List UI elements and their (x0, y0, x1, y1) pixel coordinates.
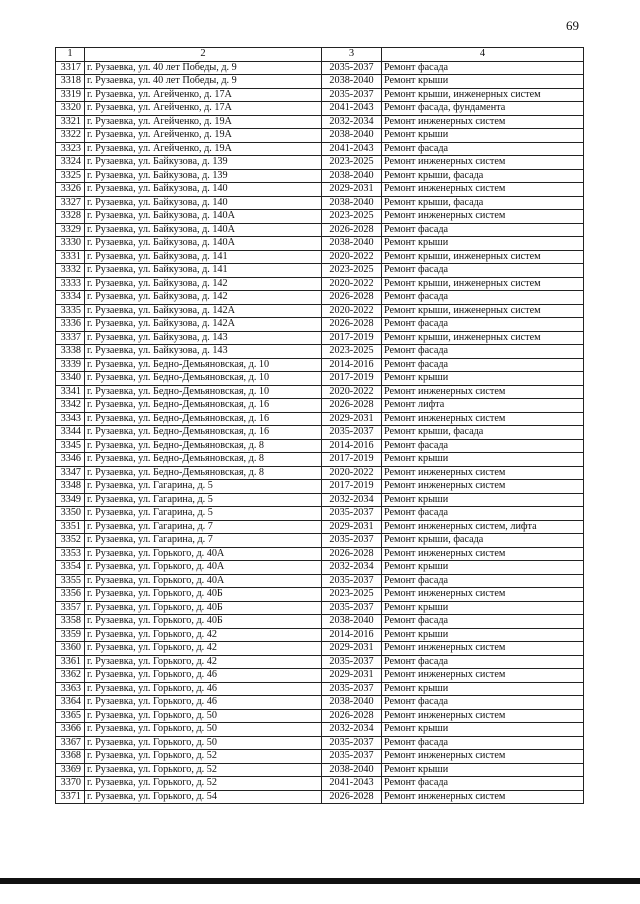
table-row (56, 75, 584, 89)
cell-repair-period: 2029-2031 (322, 669, 382, 683)
cell-work-type: Ремонт крыши, инженерных систем (382, 250, 584, 264)
table-row (56, 264, 584, 278)
cell-address: г. Рузаевка, ул. Агейченко, д. 17А (85, 102, 322, 116)
cell-row-number: 3346 (56, 453, 85, 467)
cell-repair-period: 2032-2034 (322, 561, 382, 575)
cell-row-number: 3332 (56, 264, 85, 278)
cell-work-type: Ремонт фасада (382, 345, 584, 359)
cell-work-type: Ремонт инженерных систем (382, 412, 584, 426)
cell-repair-period: 2017-2019 (322, 372, 382, 386)
cell-work-type: Ремонт инженерных систем (382, 588, 584, 602)
cell-address: г. Рузаевка, ул. Горького, д. 50 (85, 723, 322, 737)
cell-address: г. Рузаевка, ул. Горького, д. 50 (85, 736, 322, 750)
cell-repair-period: 2035-2037 (322, 682, 382, 696)
table-row (56, 588, 584, 602)
cell-work-type: Ремонт фасада (382, 358, 584, 372)
table-row (56, 115, 584, 129)
cell-address: г. Рузаевка, ул. Байкузова, д. 143 (85, 331, 322, 345)
cell-work-type: Ремонт инженерных систем (382, 183, 584, 197)
cell-repair-period: 2029-2031 (322, 642, 382, 656)
cell-repair-period: 2026-2028 (322, 223, 382, 237)
cell-row-number: 3327 (56, 196, 85, 210)
cell-address: г. Рузаевка, ул. Горького, д. 40Б (85, 615, 322, 629)
cell-address: г. Рузаевка, ул. Бедно-Демьяновская, д. 8 (85, 466, 322, 480)
table-row (56, 669, 584, 683)
cell-address: г. Рузаевка, ул. Горького, д. 52 (85, 750, 322, 764)
cell-address: г. Рузаевка, ул. Горького, д. 50 (85, 709, 322, 723)
cell-row-number: 3347 (56, 466, 85, 480)
table-row (56, 142, 584, 156)
table-row (56, 723, 584, 737)
cell-row-number: 3371 (56, 790, 85, 804)
cell-repair-period: 2035-2037 (322, 750, 382, 764)
cell-row-number: 3330 (56, 237, 85, 251)
cell-address: г. Рузаевка, ул. Агейченко, д. 17А (85, 88, 322, 102)
cell-row-number: 3324 (56, 156, 85, 170)
cell-address: г. Рузаевка, ул. Горького, д. 46 (85, 682, 322, 696)
cell-address: г. Рузаевка, ул. Гагарина, д. 7 (85, 520, 322, 534)
cell-work-type: Ремонт инженерных систем (382, 642, 584, 656)
table-row (56, 655, 584, 669)
cell-row-number: 3338 (56, 345, 85, 359)
cell-repair-period: 2017-2019 (322, 331, 382, 345)
table-row (56, 777, 584, 791)
cell-address: г. Рузаевка, ул. 40 лет Победы, д. 9 (85, 61, 322, 75)
table-row (56, 520, 584, 534)
cell-work-type: Ремонт крыши (382, 601, 584, 615)
table-row (56, 763, 584, 777)
cell-row-number: 3336 (56, 318, 85, 332)
cell-address: г. Рузаевка, ул. Байкузова, д. 140А (85, 237, 322, 251)
cell-repair-period: 2032-2034 (322, 723, 382, 737)
cell-row-number: 3354 (56, 561, 85, 575)
cell-repair-period: 2035-2037 (322, 574, 382, 588)
cell-address: г. Рузаевка, ул. Горького, д. 46 (85, 696, 322, 710)
cell-address: г. Рузаевка, ул. Горького, д. 46 (85, 669, 322, 683)
table-row (56, 399, 584, 413)
cell-work-type: Ремонт фасада (382, 615, 584, 629)
cell-work-type: Ремонт фасада (382, 61, 584, 75)
cell-address: г. Рузаевка, ул. Байкузова, д. 140А (85, 223, 322, 237)
cell-address: г. Рузаевка, ул. 40 лет Победы, д. 9 (85, 75, 322, 89)
cell-work-type: Ремонт фасада (382, 264, 584, 278)
cell-repair-period: 2023-2025 (322, 345, 382, 359)
cell-repair-period: 2029-2031 (322, 412, 382, 426)
cell-address: г. Рузаевка, ул. Горького, д. 54 (85, 790, 322, 804)
cell-row-number: 3366 (56, 723, 85, 737)
cell-work-type: Ремонт крыши (382, 493, 584, 507)
table-row (56, 331, 584, 345)
table-row (56, 534, 584, 548)
table-row (56, 601, 584, 615)
table-row (56, 372, 584, 386)
cell-work-type: Ремонт крыши (382, 723, 584, 737)
column-header-work-type: 4 (382, 48, 584, 62)
cell-work-type: Ремонт фасада (382, 736, 584, 750)
table-row (56, 345, 584, 359)
table-row (56, 642, 584, 656)
cell-work-type: Ремонт фасада (382, 142, 584, 156)
table-row (56, 358, 584, 372)
cell-address: г. Рузаевка, ул. Бедно-Демьяновская, д. 8 (85, 439, 322, 453)
cell-repair-period: 2026-2028 (322, 547, 382, 561)
table-row (56, 615, 584, 629)
cell-repair-period: 2035-2037 (322, 61, 382, 75)
table-row (56, 736, 584, 750)
cell-address: г. Рузаевка, ул. Горького, д. 42 (85, 628, 322, 642)
cell-repair-period: 2017-2019 (322, 453, 382, 467)
cell-repair-period: 2029-2031 (322, 183, 382, 197)
cell-work-type: Ремонт крыши (382, 129, 584, 143)
scan-edge-bar (0, 878, 640, 884)
table-row (56, 183, 584, 197)
cell-repair-period: 2041-2043 (322, 102, 382, 116)
cell-row-number: 3345 (56, 439, 85, 453)
table-row (56, 493, 584, 507)
cell-address: г. Рузаевка, ул. Агейченко, д. 19А (85, 142, 322, 156)
table-body (56, 61, 584, 804)
cell-repair-period: 2026-2028 (322, 291, 382, 305)
cell-work-type: Ремонт фасада (382, 655, 584, 669)
cell-row-number: 3317 (56, 61, 85, 75)
cell-work-type: Ремонт крыши (382, 628, 584, 642)
table-row (56, 439, 584, 453)
table-row (56, 466, 584, 480)
cell-row-number: 3367 (56, 736, 85, 750)
cell-work-type: Ремонт крыши, фасада (382, 169, 584, 183)
cell-row-number: 3350 (56, 507, 85, 521)
table-row (56, 547, 584, 561)
cell-repair-period: 2017-2019 (322, 480, 382, 494)
cell-work-type: Ремонт крыши (382, 763, 584, 777)
table-row (56, 223, 584, 237)
cell-work-type: Ремонт инженерных систем (382, 156, 584, 170)
cell-address: г. Рузаевка, ул. Байкузова, д. 139 (85, 169, 322, 183)
cell-address: г. Рузаевка, ул. Байкузова, д. 142 (85, 277, 322, 291)
cell-address: г. Рузаевка, ул. Горького, д. 40Б (85, 588, 322, 602)
cell-work-type: Ремонт крыши (382, 453, 584, 467)
cell-row-number: 3333 (56, 277, 85, 291)
cell-work-type: Ремонт фасада (382, 223, 584, 237)
cell-work-type: Ремонт крыши, фасада (382, 426, 584, 440)
cell-repair-period: 2020-2022 (322, 466, 382, 480)
table-row (56, 304, 584, 318)
cell-work-type: Ремонт инженерных систем (382, 709, 584, 723)
cell-repair-period: 2041-2043 (322, 142, 382, 156)
cell-row-number: 3357 (56, 601, 85, 615)
cell-address: г. Рузаевка, ул. Агейченко, д. 19А (85, 129, 322, 143)
cell-repair-period: 2023-2025 (322, 210, 382, 224)
cell-work-type: Ремонт крыши (382, 561, 584, 575)
cell-work-type: Ремонт фасада, фундамента (382, 102, 584, 116)
table-row (56, 453, 584, 467)
cell-repair-period: 2026-2028 (322, 709, 382, 723)
column-header-number: 1 (56, 48, 85, 62)
cell-row-number: 3348 (56, 480, 85, 494)
cell-address: г. Рузаевка, ул. Горького, д. 40А (85, 561, 322, 575)
table-row (56, 169, 584, 183)
table-row (56, 480, 584, 494)
cell-work-type: Ремонт фасада (382, 777, 584, 791)
cell-repair-period: 2038-2040 (322, 696, 382, 710)
cell-repair-period: 2038-2040 (322, 169, 382, 183)
cell-row-number: 3318 (56, 75, 85, 89)
cell-repair-period: 2020-2022 (322, 304, 382, 318)
cell-row-number: 3369 (56, 763, 85, 777)
cell-row-number: 3364 (56, 696, 85, 710)
column-header-address: 2 (85, 48, 322, 62)
table-row (56, 277, 584, 291)
cell-repair-period: 2035-2037 (322, 426, 382, 440)
cell-address: г. Рузаевка, ул. Байкузова, д. 140 (85, 183, 322, 197)
cell-work-type: Ремонт фасада (382, 439, 584, 453)
cell-work-type: Ремонт инженерных систем (382, 547, 584, 561)
table-row (56, 291, 584, 305)
cell-address: г. Рузаевка, ул. Бедно-Демьяновская, д. 10 (85, 385, 322, 399)
table-header (56, 48, 584, 62)
cell-repair-period: 2020-2022 (322, 385, 382, 399)
cell-row-number: 3337 (56, 331, 85, 345)
cell-address: г. Рузаевка, ул. Байкузова, д. 142 (85, 291, 322, 305)
table-row (56, 682, 584, 696)
cell-row-number: 3342 (56, 399, 85, 413)
cell-row-number: 3344 (56, 426, 85, 440)
table-row (56, 385, 584, 399)
cell-work-type: Ремонт инженерных систем (382, 466, 584, 480)
cell-address: г. Рузаевка, ул. Бедно-Демьяновская, д. 8 (85, 453, 322, 467)
cell-work-type: Ремонт фасада (382, 291, 584, 305)
repair-schedule-table (55, 47, 584, 804)
cell-repair-period: 2035-2037 (322, 534, 382, 548)
cell-row-number: 3320 (56, 102, 85, 116)
cell-work-type: Ремонт крыши (382, 372, 584, 386)
cell-row-number: 3358 (56, 615, 85, 629)
cell-work-type: Ремонт крыши (382, 75, 584, 89)
cell-work-type: Ремонт фасада (382, 507, 584, 521)
cell-repair-period: 2035-2037 (322, 601, 382, 615)
cell-row-number: 3343 (56, 412, 85, 426)
cell-row-number: 3368 (56, 750, 85, 764)
table-row (56, 318, 584, 332)
cell-work-type: Ремонт крыши (382, 237, 584, 251)
cell-row-number: 3340 (56, 372, 85, 386)
table-row (56, 426, 584, 440)
cell-address: г. Рузаевка, ул. Горького, д. 42 (85, 642, 322, 656)
cell-row-number: 3353 (56, 547, 85, 561)
cell-repair-period: 2023-2025 (322, 264, 382, 278)
cell-address: г. Рузаевка, ул. Гагарина, д. 7 (85, 534, 322, 548)
cell-repair-period: 2032-2034 (322, 493, 382, 507)
cell-row-number: 3331 (56, 250, 85, 264)
cell-address: г. Рузаевка, ул. Горького, д. 40А (85, 547, 322, 561)
table-row (56, 750, 584, 764)
cell-work-type: Ремонт инженерных систем (382, 385, 584, 399)
table-row (56, 574, 584, 588)
cell-work-type: Ремонт инженерных систем (382, 750, 584, 764)
cell-address: г. Рузаевка, ул. Гагарина, д. 5 (85, 507, 322, 521)
cell-repair-period: 2026-2028 (322, 399, 382, 413)
table-row (56, 129, 584, 143)
cell-repair-period: 2035-2037 (322, 507, 382, 521)
table-row (56, 237, 584, 251)
cell-row-number: 3322 (56, 129, 85, 143)
cell-repair-period: 2035-2037 (322, 736, 382, 750)
cell-repair-period: 2038-2040 (322, 129, 382, 143)
cell-work-type: Ремонт инженерных систем (382, 669, 584, 683)
table-row (56, 507, 584, 521)
table-row (56, 250, 584, 264)
cell-work-type: Ремонт инженерных систем (382, 480, 584, 494)
cell-row-number: 3370 (56, 777, 85, 791)
cell-row-number: 3339 (56, 358, 85, 372)
cell-row-number: 3325 (56, 169, 85, 183)
column-header-period: 3 (322, 48, 382, 62)
cell-address: г. Рузаевка, ул. Байкузова, д. 140А (85, 210, 322, 224)
cell-address: г. Рузаевка, ул. Байкузова, д. 139 (85, 156, 322, 170)
table-row (56, 628, 584, 642)
cell-row-number: 3334 (56, 291, 85, 305)
cell-row-number: 3349 (56, 493, 85, 507)
cell-address: г. Рузаевка, ул. Гагарина, д. 5 (85, 493, 322, 507)
cell-work-type: Ремонт крыши (382, 682, 584, 696)
cell-address: г. Рузаевка, ул. Байкузова, д. 141 (85, 264, 322, 278)
cell-repair-period: 2020-2022 (322, 277, 382, 291)
cell-row-number: 3365 (56, 709, 85, 723)
cell-repair-period: 2038-2040 (322, 237, 382, 251)
cell-repair-period: 2041-2043 (322, 777, 382, 791)
cell-work-type: Ремонт инженерных систем (382, 790, 584, 804)
cell-work-type: Ремонт лифта (382, 399, 584, 413)
table-row (56, 709, 584, 723)
cell-row-number: 3355 (56, 574, 85, 588)
table-row (56, 210, 584, 224)
cell-repair-period: 2014-2016 (322, 439, 382, 453)
cell-address: г. Рузаевка, ул. Горького, д. 40А (85, 574, 322, 588)
cell-row-number: 3361 (56, 655, 85, 669)
cell-work-type: Ремонт инженерных систем (382, 210, 584, 224)
cell-work-type: Ремонт крыши, инженерных систем (382, 88, 584, 102)
cell-work-type: Ремонт фасада (382, 318, 584, 332)
cell-repair-period: 2038-2040 (322, 763, 382, 777)
cell-repair-period: 2020-2022 (322, 250, 382, 264)
cell-row-number: 3363 (56, 682, 85, 696)
cell-work-type: Ремонт крыши, инженерных систем (382, 304, 584, 318)
table-row (56, 88, 584, 102)
cell-row-number: 3323 (56, 142, 85, 156)
document-table-container (55, 47, 584, 804)
table-row (56, 696, 584, 710)
cell-address: г. Рузаевка, ул. Горького, д. 52 (85, 763, 322, 777)
table-row (56, 102, 584, 116)
cell-address: г. Рузаевка, ул. Байкузова, д. 142А (85, 318, 322, 332)
cell-address: г. Рузаевка, ул. Горького, д. 42 (85, 655, 322, 669)
cell-row-number: 3359 (56, 628, 85, 642)
cell-row-number: 3328 (56, 210, 85, 224)
table-row (56, 196, 584, 210)
cell-work-type: Ремонт фасада (382, 574, 584, 588)
cell-address: г. Рузаевка, ул. Байкузова, д. 140 (85, 196, 322, 210)
cell-repair-period: 2038-2040 (322, 75, 382, 89)
cell-address: г. Рузаевка, ул. Бедно-Демьяновская, д. 16 (85, 426, 322, 440)
table-row (56, 790, 584, 804)
cell-repair-period: 2038-2040 (322, 615, 382, 629)
cell-work-type: Ремонт крыши, фасада (382, 196, 584, 210)
cell-repair-period: 2029-2031 (322, 520, 382, 534)
cell-work-type: Ремонт инженерных систем, лифта (382, 520, 584, 534)
cell-address: г. Рузаевка, ул. Бедно-Демьяновская, д. 16 (85, 412, 322, 426)
cell-address: г. Рузаевка, ул. Горького, д. 52 (85, 777, 322, 791)
cell-work-type: Ремонт крыши, фасада (382, 534, 584, 548)
cell-row-number: 3360 (56, 642, 85, 656)
table-row (56, 156, 584, 170)
table-row (56, 412, 584, 426)
cell-repair-period: 2014-2016 (322, 628, 382, 642)
cell-address: г. Рузаевка, ул. Байкузова, д. 143 (85, 345, 322, 359)
cell-repair-period: 2014-2016 (322, 358, 382, 372)
cell-row-number: 3319 (56, 88, 85, 102)
header-row (56, 48, 584, 62)
cell-row-number: 3329 (56, 223, 85, 237)
cell-row-number: 3326 (56, 183, 85, 197)
cell-repair-period: 2035-2037 (322, 88, 382, 102)
cell-row-number: 3352 (56, 534, 85, 548)
cell-row-number: 3335 (56, 304, 85, 318)
cell-row-number: 3321 (56, 115, 85, 129)
cell-repair-period: 2026-2028 (322, 318, 382, 332)
cell-repair-period: 2035-2037 (322, 655, 382, 669)
cell-address: г. Рузаевка, ул. Бедно-Демьяновская, д. 16 (85, 399, 322, 413)
cell-address: г. Рузаевка, ул. Бедно-Демьяновская, д. 10 (85, 358, 322, 372)
table-row (56, 561, 584, 575)
cell-row-number: 3356 (56, 588, 85, 602)
cell-repair-period: 2023-2025 (322, 588, 382, 602)
cell-address: г. Рузаевка, ул. Агейченко, д. 19А (85, 115, 322, 129)
cell-repair-period: 2038-2040 (322, 196, 382, 210)
cell-row-number: 3351 (56, 520, 85, 534)
cell-row-number: 3362 (56, 669, 85, 683)
cell-address: г. Рузаевка, ул. Байкузова, д. 141 (85, 250, 322, 264)
cell-address: г. Рузаевка, ул. Бедно-Демьяновская, д. 10 (85, 372, 322, 386)
cell-repair-period: 2023-2025 (322, 156, 382, 170)
cell-address: г. Рузаевка, ул. Байкузова, д. 142А (85, 304, 322, 318)
cell-work-type: Ремонт инженерных систем (382, 115, 584, 129)
cell-repair-period: 2032-2034 (322, 115, 382, 129)
cell-repair-period: 2026-2028 (322, 790, 382, 804)
cell-address: г. Рузаевка, ул. Горького, д. 40Б (85, 601, 322, 615)
cell-address: г. Рузаевка, ул. Гагарина, д. 5 (85, 480, 322, 494)
cell-row-number: 3341 (56, 385, 85, 399)
cell-work-type: Ремонт крыши, инженерных систем (382, 277, 584, 291)
table-row (56, 61, 584, 75)
page-number: 69 (566, 18, 579, 33)
cell-work-type: Ремонт фасада (382, 696, 584, 710)
cell-work-type: Ремонт крыши, инженерных систем (382, 331, 584, 345)
